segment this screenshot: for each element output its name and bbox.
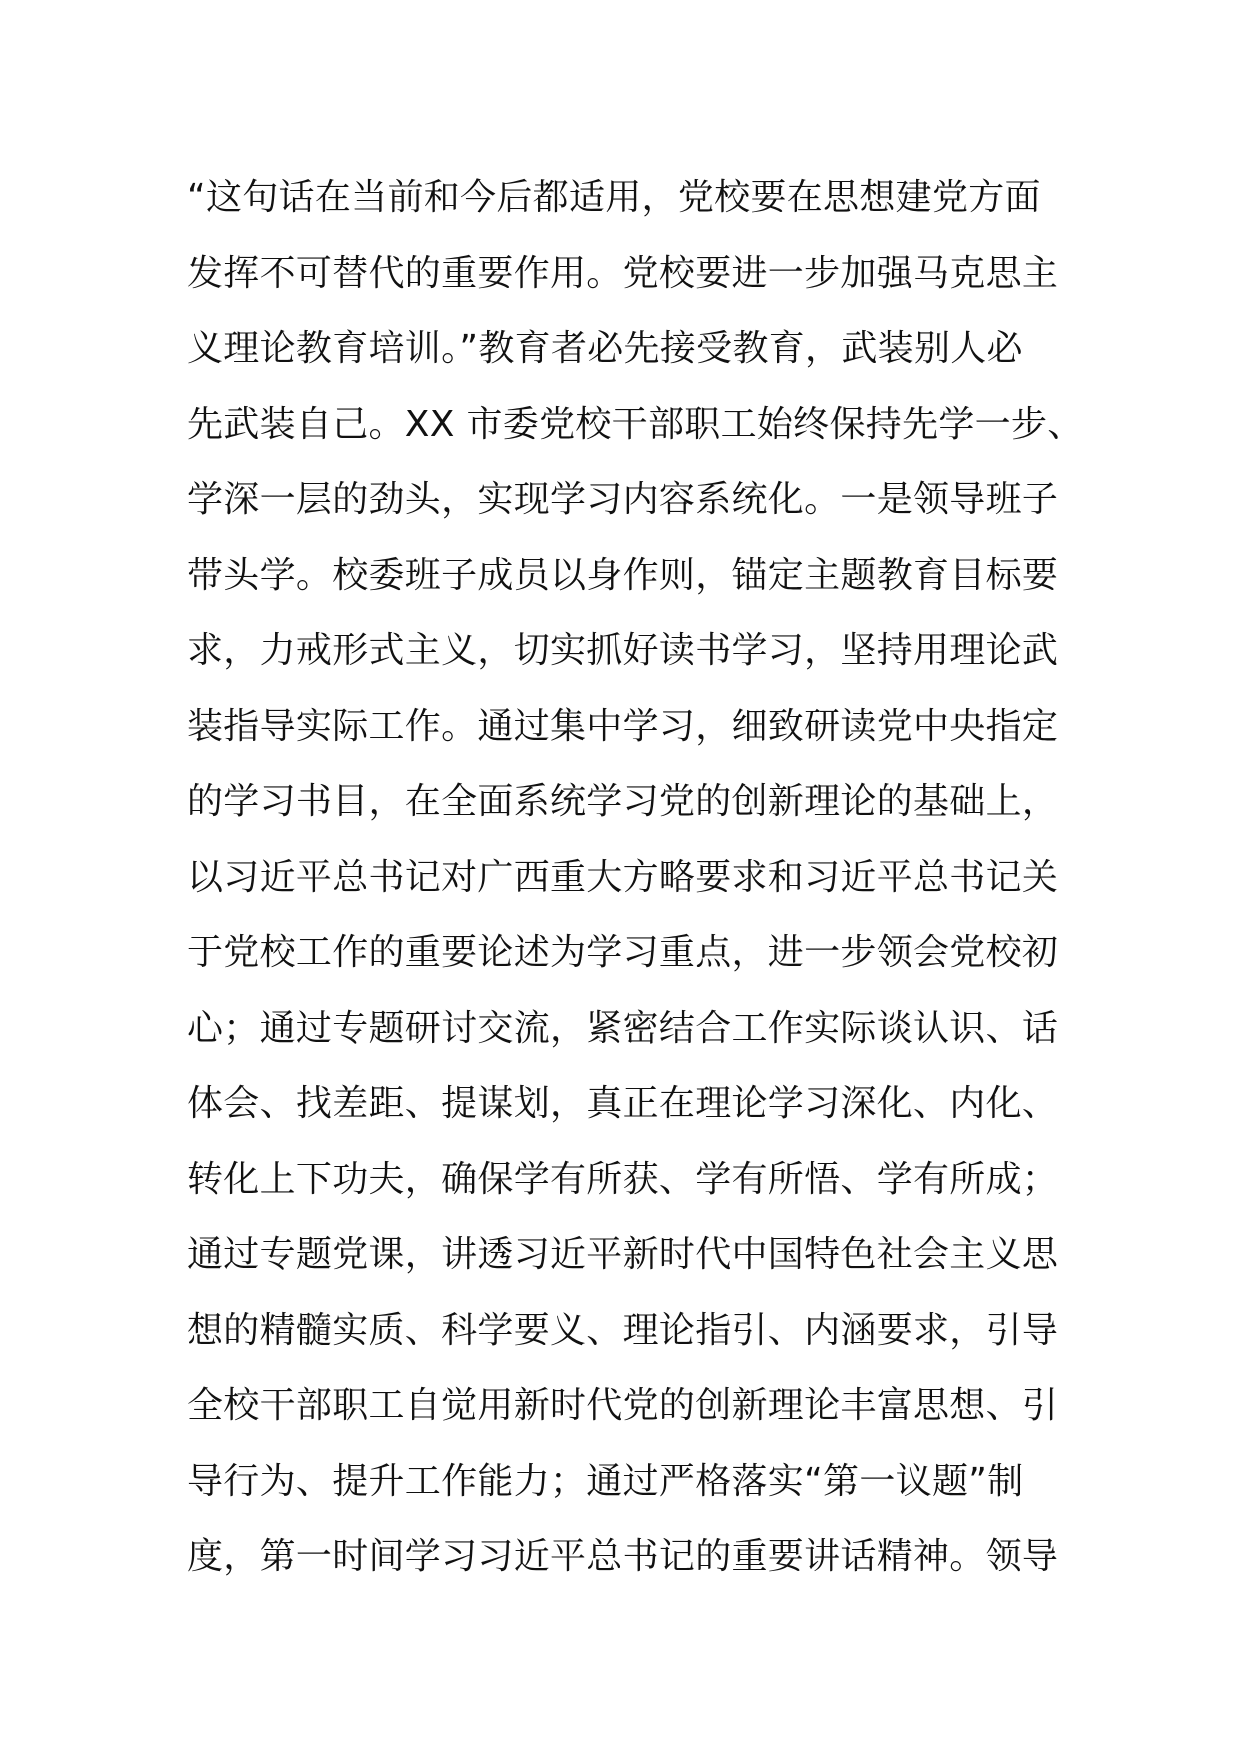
text-line: 全校干部职工自觉用新时代党的创新理论丰富思想、引 [187,1385,1059,1426]
text-line: 带头学。校委班子成员以身作则，锚定主题教育目标要 [187,554,1059,596]
text-line: 先武装自己。XX 市委党校干部职工始终保持先学一步、 [187,403,1084,445]
text-line: 发挥不可替代的重要作用。党校要进一步加强马克思主 [187,252,1059,294]
text-line: 转化上下功夫，确保学有所获、学有所悟、学有所成； [187,1158,1059,1200]
text-line: 导行为、提升工作能力；通过严格落实“第一议题”制 [187,1460,1024,1502]
text-line: 心；通过专题研讨交流，紧密结合工作实际谈认识、话 [187,1007,1059,1049]
text-line: 以习近平总书记对广西重大方略要求和习近平总书记关 [187,856,1059,898]
text-line: 的学习书目，在全面系统学习党的创新理论的基础上， [187,781,1059,822]
text-line: 于党校工作的重要论述为学习重点，进一步领会党校初 [187,932,1059,973]
text-line: 通过专题党课，讲透习近平新时代中国特色社会主义思 [187,1234,1059,1275]
text-line: “这句话在当前和今后都适用，党校要在思想建党方面 [187,177,1041,218]
text-line: 度，第一时间学习习近平总书记的重要讲话精神。领导 [187,1536,1059,1577]
body-paragraph [187,168,1084,1603]
text-line: 义理论教育培训。”教育者必先接受教育，武装别人必 [187,328,1023,369]
text-line: 求，力戒形式主义，切实抓好读书学习，坚持用理论武 [187,630,1059,671]
text-line: 体会、找差距、提谋划，真正在理论学习深化、内化、 [187,1083,1059,1124]
text-line: 装指导实际工作。通过集中学习，细致研读党中央指定 [187,705,1059,747]
text-line: 学深一层的劲头，实现学习内容系统化。一是领导班子 [187,479,1059,520]
text-line: 想的精髓实质、科学要义、理论指引、内涵要求，引导 [187,1309,1059,1351]
